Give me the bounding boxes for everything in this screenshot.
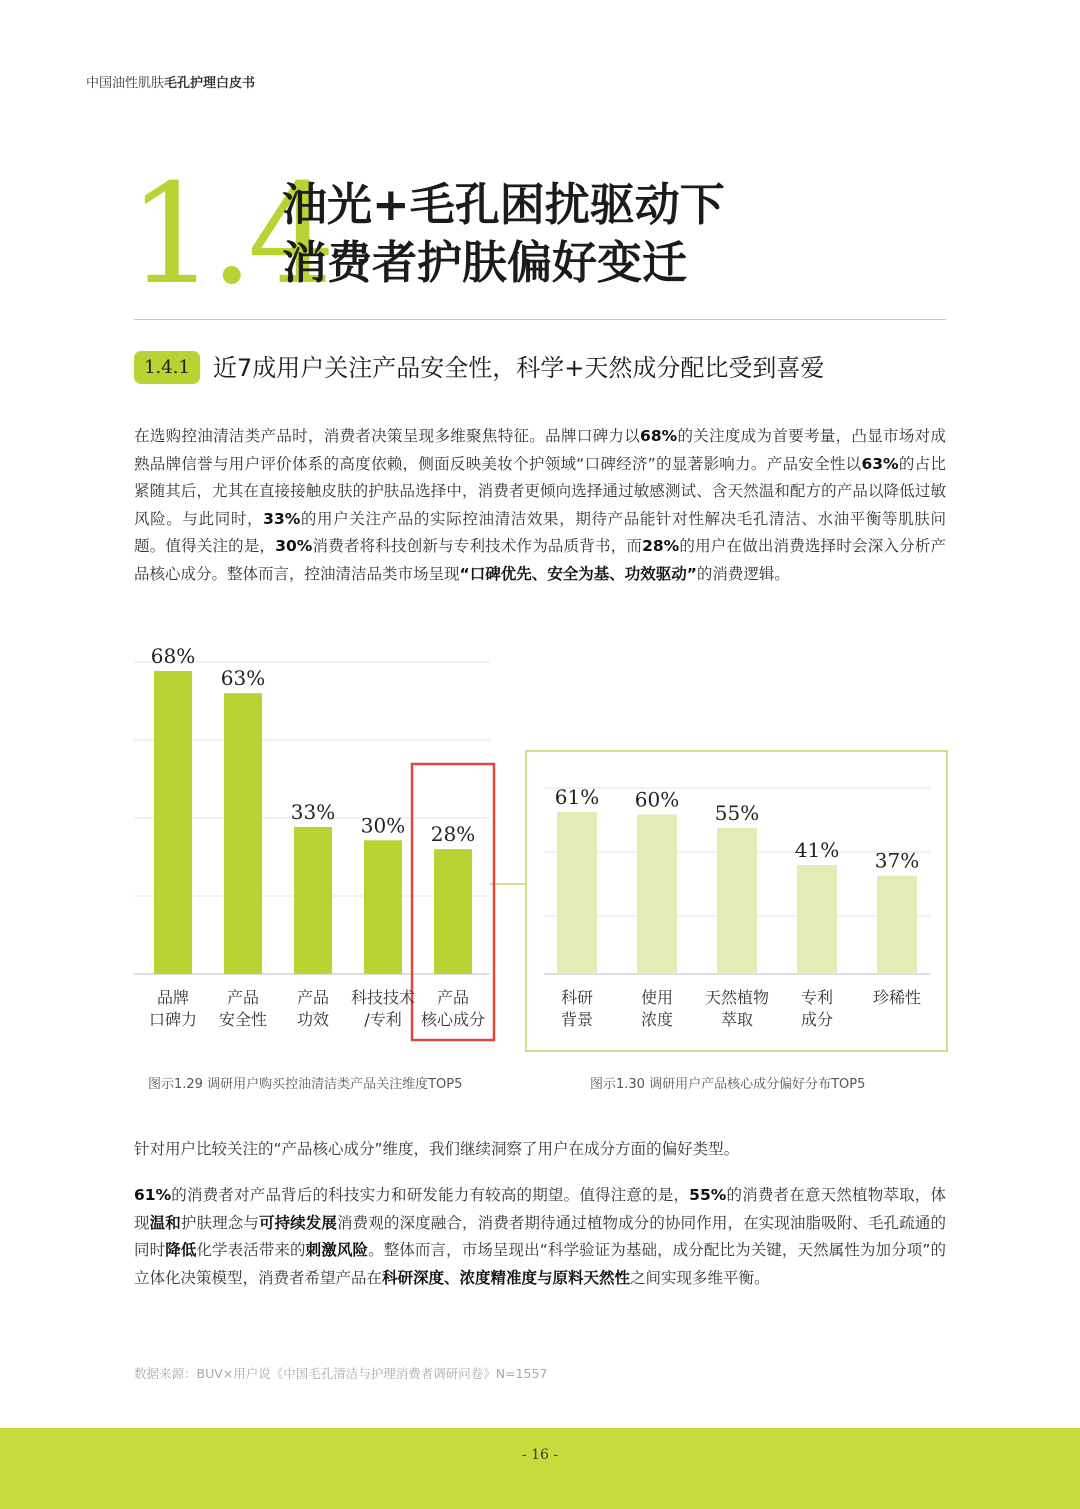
chart1-value-label-0: 61% (554, 784, 600, 809)
transition-paragraph: 针对用户比较关注的“产品核心成分”维度，我们继续洞察了用户在成分方面的偏好类型。 (134, 1140, 740, 1158)
page-number: - 16 - (521, 1447, 559, 1463)
chart1-bar-2 (717, 828, 757, 974)
chart1-value-label-1: 60% (634, 787, 680, 812)
header-bold: 毛孔护理白皮书 (164, 76, 256, 91)
paragraph3-run-4: 温和 (149, 1213, 181, 1232)
chart1-bar-3 (797, 865, 837, 974)
paragraph3-run-0: 61% (134, 1186, 172, 1204)
subsection-number: 1.4.1 (134, 351, 200, 384)
paragraph3-run-11: 。整体而言，市场呈现出“科学验证为基础，成分配比为关键，天然属性为加分项”的立体化决策模型，消费者希望产品在 (134, 1241, 946, 1287)
paragraph1-run-2: 的关注度成为首要考量，凸显市场对成熟品牌信誉与用户评价体系的高度依赖，侧面反映美妆个护领域“口碑经济”的显著影响力。产品安全性以 (134, 427, 946, 473)
section-title-line2: 消费者护肤偏好变迁 (282, 236, 688, 289)
paragraph1-run-12: 的消费逻辑。 (696, 564, 790, 583)
chart0-bar-4 (434, 849, 472, 974)
paragraph1-run-9: 28% (642, 537, 680, 555)
paragraph3-run-9: 化学表活带来的 (196, 1241, 306, 1259)
figure-caption-1-29: 图示1.29 调研用户购买控油清洁类产品关注维度TOP5 (148, 1077, 463, 1092)
chart1-value-label-3: 41% (794, 838, 840, 863)
data-source-note: 数据来源：BUV×用户说《中国毛孔清洁与护理消费者调研问卷》N=1557 (134, 1366, 548, 1381)
chart0-value-label-3: 30% (360, 813, 406, 838)
paragraph1-run-1: 68% (640, 427, 678, 445)
paragraph1-run-0: 在选购控油清洁类产品时，消费者决策呈现多维聚焦特征。品牌口碑力以 (134, 427, 641, 445)
paragraph1-run-11: “口碑优先、安全为基、功效驱动” (459, 564, 697, 583)
paragraph1-run-8: 消费者将科技创新与专利技术作为品质背书，而 (312, 537, 643, 555)
chart1-category-label-3: 专利 成分 (800, 988, 833, 1029)
paragraph1-run-10: 的用户在做出消费选择时会深入分析产品核心成分。整体而言，控油清洁品类市场呈现 (134, 537, 946, 583)
paragraph1-run-5: 33% (263, 509, 301, 528)
chart0-category-label-4: 产品 核心成分 (420, 988, 485, 1029)
chart1-bar-1 (637, 815, 677, 974)
chart1-category-label-1: 使用 浓度 (640, 988, 673, 1029)
chart1-bar-0 (557, 812, 597, 974)
paragraph3-run-12: 科研深度、浓度精准度与原料天然性 (382, 1268, 631, 1287)
chart0-category-label-1: 产品 安全性 (218, 988, 267, 1029)
chart1-value-label-4: 37% (874, 848, 920, 873)
paragraph3-run-2: 55% (689, 1186, 727, 1204)
chart0-value-label-4: 28% (430, 822, 476, 847)
chart0-bar-1 (224, 693, 262, 974)
paragraph3-run-6: 可持续发展 (258, 1213, 338, 1232)
header-prefix: 中国油性肌肤 (86, 76, 165, 91)
chart0-value-label-1: 63% (220, 666, 266, 691)
chart1-category-label-4: 珍稀性 (872, 988, 921, 1007)
chart0-value-label-2: 33% (290, 799, 336, 824)
paragraph1-run-6: 的用户关注产品的实际控油清洁效果，期待产品能针对性解决毛孔清洁、水油平衡等肌肤问题。值得关注的是， (134, 509, 946, 555)
paragraph3-run-1: 的消费者对产品背后的科技实力和研发能力有较高的期望。值得注意的是， (171, 1186, 690, 1204)
paragraph3-run-7: 消费观的深度融合，消费者期待通过植物成分的协同作用，在实现油脂吸附、毛孔疏通的同时 (134, 1213, 946, 1259)
chart1-category-label-2: 天然植物 萃取 (704, 988, 769, 1029)
paragraph1-run-4: 的占比紧随其后，尤其在直接接触皮肤的护肤品选择中，消费者更倾向选择通过敏感测试、含天然温和配方的产品以降低过敏风险。与此同时， (134, 454, 946, 528)
section-number: 1.4 (128, 154, 330, 315)
ingredient-paragraph (134, 1182, 946, 1292)
chart0-category-label-2: 产品 功效 (296, 988, 329, 1029)
paragraph3-run-10: 刺激风险 (305, 1241, 369, 1259)
chart1-bar-4 (877, 876, 917, 974)
paragraph3-run-3: 的消费者在意天然植物萃取，体现 (134, 1186, 946, 1232)
footer-band (0, 1428, 1080, 1509)
section-title-line1: 油光+毛孔困扰驱动下 (282, 178, 725, 231)
chart1-category-label-0: 科研 背景 (560, 988, 593, 1029)
chart0-value-label-0: 68% (150, 643, 196, 668)
chart1-value-label-2: 55% (714, 800, 760, 825)
chart0-category-label-3: 科技技术 /专利 (350, 988, 415, 1029)
paragraph3-run-13: 之间实现多维平衡。 (630, 1268, 770, 1287)
chart0-category-label-0: 品牌 口碑力 (148, 988, 197, 1029)
chart0-bar-2 (294, 827, 332, 974)
paragraph1-run-3: 63% (861, 454, 899, 473)
chart0-bar-3 (364, 840, 402, 974)
figure-caption-1-30: 图示1.30 调研用户产品核心成分偏好分布TOP5 (590, 1077, 866, 1092)
paragraph3-run-5: 护肤理念与 (180, 1213, 259, 1232)
chart0-bar-0 (154, 671, 192, 974)
subsection-title: 近7成用户关注产品安全性，科学+天然成分配比受到喜爱 (213, 354, 825, 382)
paragraph3-run-8: 降低 (165, 1241, 197, 1259)
paragraph1-run-7: 30% (275, 537, 313, 555)
